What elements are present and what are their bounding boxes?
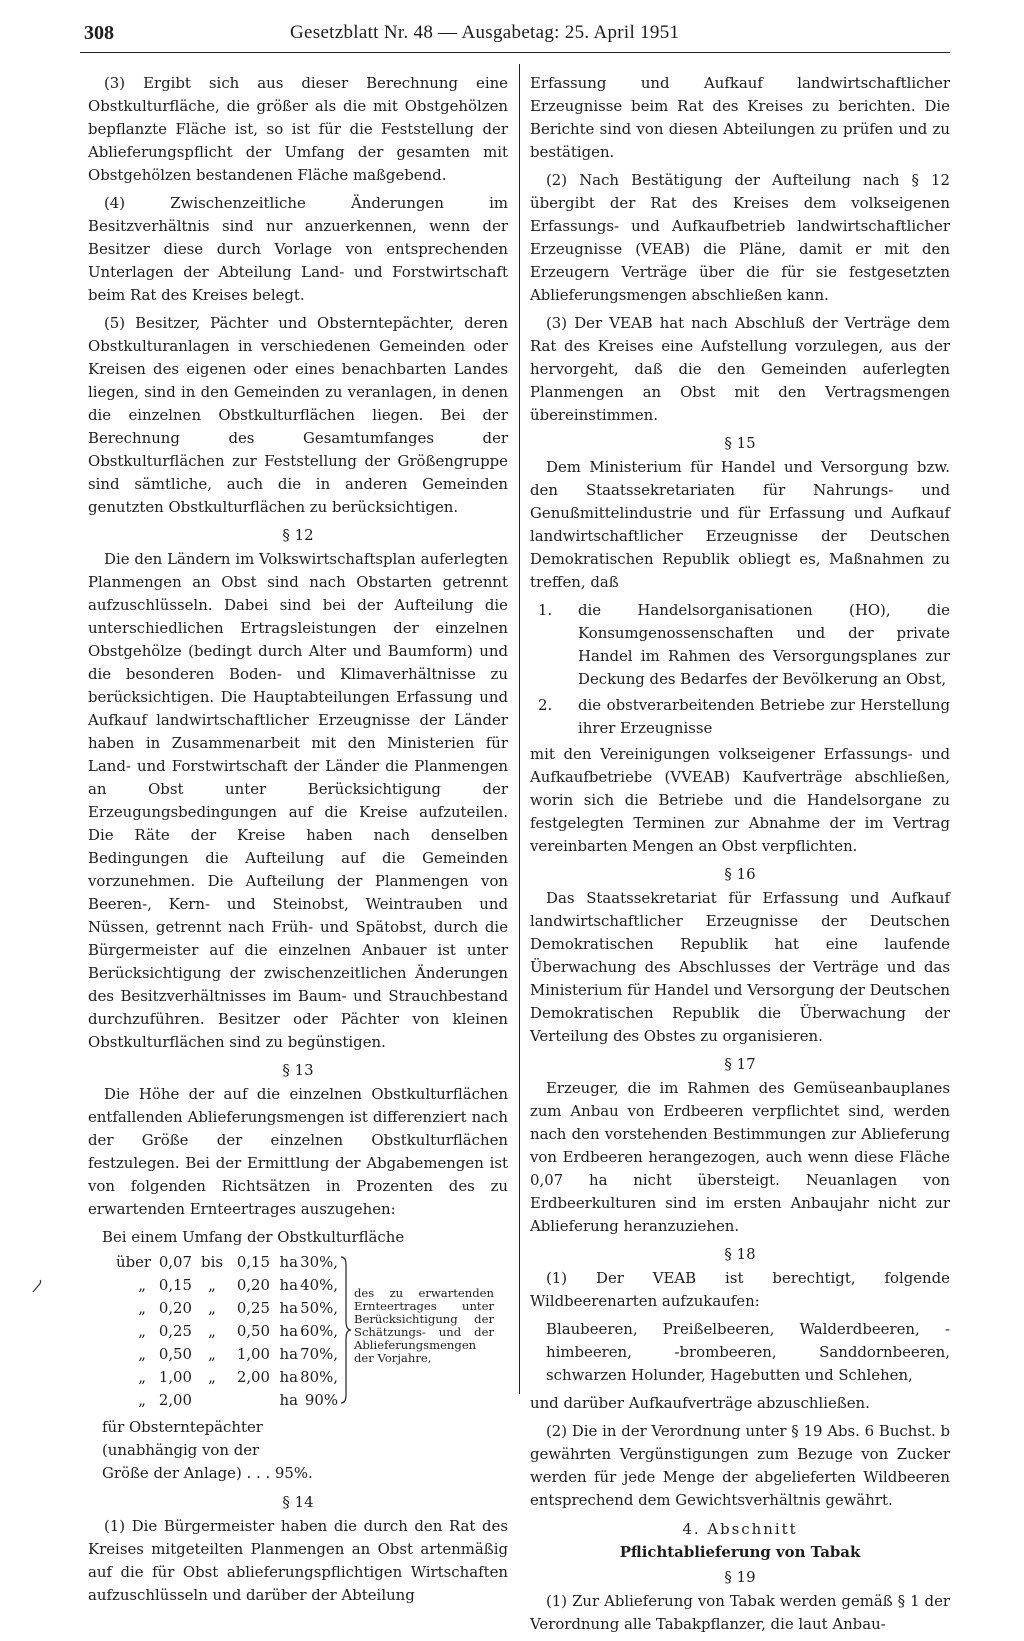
- row-unit: ha: [279, 1276, 298, 1294]
- row-to: 0,20: [236, 1276, 270, 1294]
- table-row: [116, 1251, 338, 1274]
- row-prefix: „: [138, 1345, 146, 1363]
- section-15-heading: § 15: [724, 434, 756, 452]
- row-to: 2,00: [236, 1368, 270, 1386]
- row-percent: 50%,: [300, 1299, 338, 1317]
- row-sep: bis: [201, 1253, 223, 1271]
- row-unit: ha: [279, 1391, 298, 1409]
- row-percent: 70%,: [300, 1345, 338, 1363]
- paragraph-15: Dem Ministerium für Handel und Versorgung bzw. den Staatssekretariaten für Nahrungs- und Genußmittelindustrie und für Erfassung und Aufkauf landwirtschaftlicher Erzeugnisse der Deutschen Demokratischen Republik obliegt es, Maßnahmen zu treffen, daß: [530, 458, 950, 591]
- row-sep: „: [208, 1299, 216, 1317]
- table-intro: Bei einem Umfang der Obstkulturfläche: [102, 1228, 405, 1246]
- paragraph-19-1: (1) Zur Ablieferung von Tabak werden gemäß § 1 der Verordnung alle Tabakpflanzer, die laut Anbau-: [530, 1592, 950, 1633]
- row-percent: 80%,: [300, 1368, 338, 1386]
- row-prefix: „: [138, 1299, 146, 1317]
- row-prefix: „: [138, 1322, 146, 1340]
- row-unit: ha: [279, 1368, 298, 1386]
- paragraph-18-1-tail: und darüber Aufkaufverträge abzuschließen.: [530, 1394, 870, 1412]
- table-row: [116, 1389, 338, 1412]
- table-row: [116, 1366, 338, 1389]
- paragraph-18-2: (2) Die in der Verordnung unter § 19 Abs. 6 Buchst. b gewährten Vergünstigungen zum Bezuge von Zucker werden für jede Menge der abgelieferten Wildbeeren entsprechend dem Gewichtsverhältnis gewährt.: [530, 1422, 950, 1509]
- paragraph-18-1: (1) Der VEAB ist berechtigt, folgende Wildbeerenarten aufzukaufen:: [530, 1269, 950, 1310]
- section-18-heading: § 18: [724, 1245, 756, 1263]
- list-number: 2.: [538, 696, 553, 714]
- row-sep: „: [208, 1345, 216, 1363]
- section-12-heading: § 12: [282, 526, 314, 544]
- paragraph-11-3: (3) Ergibt sich aus dieser Berechnung eine Obstkulturfläche, die größer als die mit Obstgehölzen bepflanzte Fläche ist, so ist für die Feststellung der Ablieferungspflicht der Umfang der gesamten mit Obstgehölzen bestandenen Fläche maßgebend.: [88, 74, 508, 184]
- row-sep: „: [208, 1368, 216, 1386]
- section-19-heading: § 19: [724, 1568, 756, 1586]
- paragraph-14-1: (1) Die Bürgermeister haben die durch den Rat des Kreises mitgeteilten Planmengen an Obst artenmäßig auf die für Obst ablieferungspflichtigen Wirtschaften aufzuschlüsseln und darüber der Abteilung: [88, 1517, 508, 1604]
- list-item: [530, 694, 950, 740]
- paragraph-14-3: (3) Der VEAB hat nach Abschluß der Verträge dem Rat des Kreises eine Aufstellung vorzulegen, aus der hervorgeht, daß die den Gemeinden auferlegten Planmengen an Obst mit den Vertragsmengen übereinstimmen.: [530, 314, 950, 424]
- chapter-title: Pflichtablieferung von Tabak: [619, 1543, 861, 1561]
- row-unit: ha: [279, 1299, 298, 1317]
- row-prefix: „: [138, 1368, 146, 1386]
- list-number: 1.: [538, 601, 553, 619]
- paragraph-13: Die Höhe der auf die einzelnen Obstkulturflächen entfallenden Ablieferungsmengen ist differenziert nach der Größe der einzelnen Obstkulturflächen festzulegen. Bei der Ermittlung der Abgabemengen ist von folgenden Richtsätzen in Prozenten des zu erwartenden Ernteertrages auszugehen:: [88, 1085, 508, 1218]
- row-sep: „: [208, 1276, 216, 1294]
- row-from: 0,15: [158, 1276, 192, 1294]
- paragraph-14-1-continued: Erfassung und Aufkauf landwirtschaftlicher Erzeugnisse beim Rat des Kreises zu berichten. Die Berichte sind von diesen Abteilungen zu prüfen und zu bestätigen.: [530, 74, 950, 161]
- paragraph-12: Die den Ländern im Volkswirtschaftsplan auferlegten Planmengen an Obst sind nach Obstarten getrennt aufzuschlüsseln. Dabei sind bei der Aufteilung die unterschiedlichen Ertragsleistungen der einzelnen Obstgehölze (bedingt durch Alter und Baumform) und die besonderen Boden- und Klimaverhältnisse zu berücksichtigen. Die Hauptabteilungen Erfassung und Aufkauf landwirtschaftlicher Erzeugnisse der Länder haben in Zusammenarbeit mit den Ministerien für Land- und Forstwirtschaft der Länder die Planmengen an Obst unter Berücksichtigung der Erzeugungsbedingungen auf die Kreise aufzuteilen. Die Räte der Kreise haben nach denselben Bedingungen die Aufteilung auf die Gemeinden vorzunehmen. Die Aufteilung der Planmengen von Beeren-, Kern- und Steinobst, Weintrauben und Nüssen, getrennt nach Früh- und Spätobst, durch die Bürgermeister auf die einzelnen Anbauer ist unter Berücksichtigung der zwischenzeitlichen Änderungen des Besitzverhältnisses im Baum- und Strauchbestand durchzuführen. Besitzer oder Pächter von kleinen Obstkulturflächen sind zu begünstigen.: [88, 550, 508, 1051]
- list-item: [530, 599, 950, 691]
- row-from: 1,00: [158, 1368, 192, 1386]
- row-percent: 30%,: [300, 1253, 338, 1271]
- row-from: 2,00: [158, 1391, 192, 1409]
- list-text: die Handelsorganisationen (HO), die Konsumgenossenschaften und der private Handel im Rahmen des Versorgungsplanes zur Deckung des Bedarfes der Bevölkerung an Obst,: [578, 601, 950, 688]
- column-divider: [519, 64, 520, 1394]
- row-percent: 40%,: [300, 1276, 338, 1294]
- row-prefix: „: [138, 1391, 146, 1409]
- row-percent: 60%,: [300, 1322, 338, 1340]
- row-unit: ha: [279, 1345, 298, 1363]
- left-column: [88, 72, 508, 1612]
- row-from: 0,50: [158, 1345, 192, 1363]
- paragraph-17: Erzeuger, die im Rahmen des Gemüseanbauplanes zum Anbau von Erdbeeren verpflichtet sind, werden nach den vorstehenden Bestimmungen zur Ablieferung von Erdbeeren herangezogen, auch wenn diese Fläche 0,07 ha nicht übersteigt. Neuanlagen von Erdbeerkulturen sind im ersten Anbaujahr nicht zur Ablieferung heranzuziehen.: [530, 1079, 950, 1235]
- margin-mark-icon: [30, 1274, 46, 1296]
- table-row: [116, 1297, 338, 1320]
- wild-berry-list: Blaubeeren, Preißelbeeren, Walderdbeeren, -himbeeren, -brombeeren, Sanddornbeeren, schwarzen Holunder, Hagebutten und Schlehen,: [546, 1320, 950, 1384]
- section-13-heading: § 13: [282, 1061, 314, 1079]
- list-text: die obstverarbeitenden Betriebe zur Herstellung ihrer Erzeugnisse: [578, 696, 950, 737]
- page-header: [84, 22, 734, 48]
- chapter-heading: 4. Abschnitt: [682, 1520, 798, 1538]
- curly-brace-icon: [338, 1255, 352, 1405]
- table-tail-1: für Obsterntepächter: [102, 1418, 263, 1436]
- header-rule: [80, 52, 950, 53]
- row-from: 0,07: [158, 1253, 192, 1271]
- row-unit: ha: [279, 1253, 298, 1271]
- section-17-heading: § 17: [724, 1055, 756, 1073]
- row-prefix: über: [116, 1253, 152, 1271]
- row-to: 0,50: [236, 1322, 270, 1340]
- right-column: [530, 72, 950, 1641]
- section-16-heading: § 16: [724, 865, 756, 883]
- row-from: 0,25: [158, 1322, 192, 1340]
- page-number: 308: [84, 22, 114, 44]
- row-from: 0,20: [158, 1299, 192, 1317]
- paragraph-11-5: (5) Besitzer, Pächter und Obsterntepächter, deren Obstkulturanlagen in verschiedenen Gemeinden oder Kreisen des eigenen oder eines benachbarten Landes liegen, sind in den Gemeinden zu veranlagen, in denen die einzelnen Obstkulturflächen liegen. Bei der Berechnung des Gesamtumfanges der Obstkulturflächen zur Feststellung der Größengruppe sind sämtliche, auch die in anderen Gemeinden genutzten Obstkulturflächen zu berücksichtigen.: [88, 314, 508, 516]
- row-unit: ha: [279, 1322, 298, 1340]
- row-prefix: „: [138, 1276, 146, 1294]
- section-14-heading: § 14: [282, 1493, 314, 1511]
- gazette-title: Gesetzblatt Nr. 48 — Ausgabetag: 25. April 1951: [290, 22, 680, 43]
- table-tail-3: Größe der Anlage) . . . 95%.: [102, 1464, 313, 1482]
- rate-table: [88, 1251, 508, 1416]
- row-to: 0,15: [236, 1253, 270, 1271]
- table-note: des zu erwartenden Ernteertrages unter Berücksichtigung der Schätzungs- und der Ablieferungsmengen der Vorjahre,: [354, 1286, 494, 1365]
- paragraph-15-continued: mit den Vereinigungen volkseigener Erfassungs- und Aufkaufbetriebe (VVEAB) Kaufverträge abschließen, worin sich die Betriebe und die Handelsorgane zu festgelegten Terminen zur Abnahme der im Vertrag vereinbarten Mengen an Obst verpflichten.: [530, 745, 950, 855]
- table-row: [116, 1343, 338, 1366]
- paragraph-16: Das Staatssekretariat für Erfassung und Aufkauf landwirtschaftlicher Erzeugnisse der Deutschen Demokratischen Republik hat eine laufende Überwachung des Abschlusses der Verträge und das Ministerium für Handel und Versorgung der Deutschen Demokratischen Republik die Überwachung der Verteilung des Obstes zu organisieren.: [530, 889, 950, 1045]
- table-row: [116, 1274, 338, 1297]
- row-to: 1,00: [236, 1345, 270, 1363]
- row-percent: 90%: [304, 1391, 338, 1409]
- row-sep: „: [208, 1322, 216, 1340]
- paragraph-11-4: (4) Zwischenzeitliche Änderungen im Besitzverhältnis sind nur anzuerkennen, wenn der Besitzer diese durch Vorlage von entsprechenden Unterlagen der Abteilung Land- und Forstwirtschaft beim Rat des Kreises belegt.: [88, 194, 508, 304]
- table-row: [116, 1320, 338, 1343]
- table-tail-2: (unabhängig von der: [102, 1441, 260, 1459]
- paragraph-14-2: (2) Nach Bestätigung der Aufteilung nach § 12 übergibt der Rat des Kreises dem volkseigenen Erfassungs- und Aufkaufbetrieb landwirtschaftlicher Erzeugnisse (VEAB) die Pläne, damit er mit den Erzeugern Verträge über die für sie festgesetzten Ablieferungsmengen abschließen kann.: [530, 171, 950, 304]
- row-to: 0,25: [236, 1299, 270, 1317]
